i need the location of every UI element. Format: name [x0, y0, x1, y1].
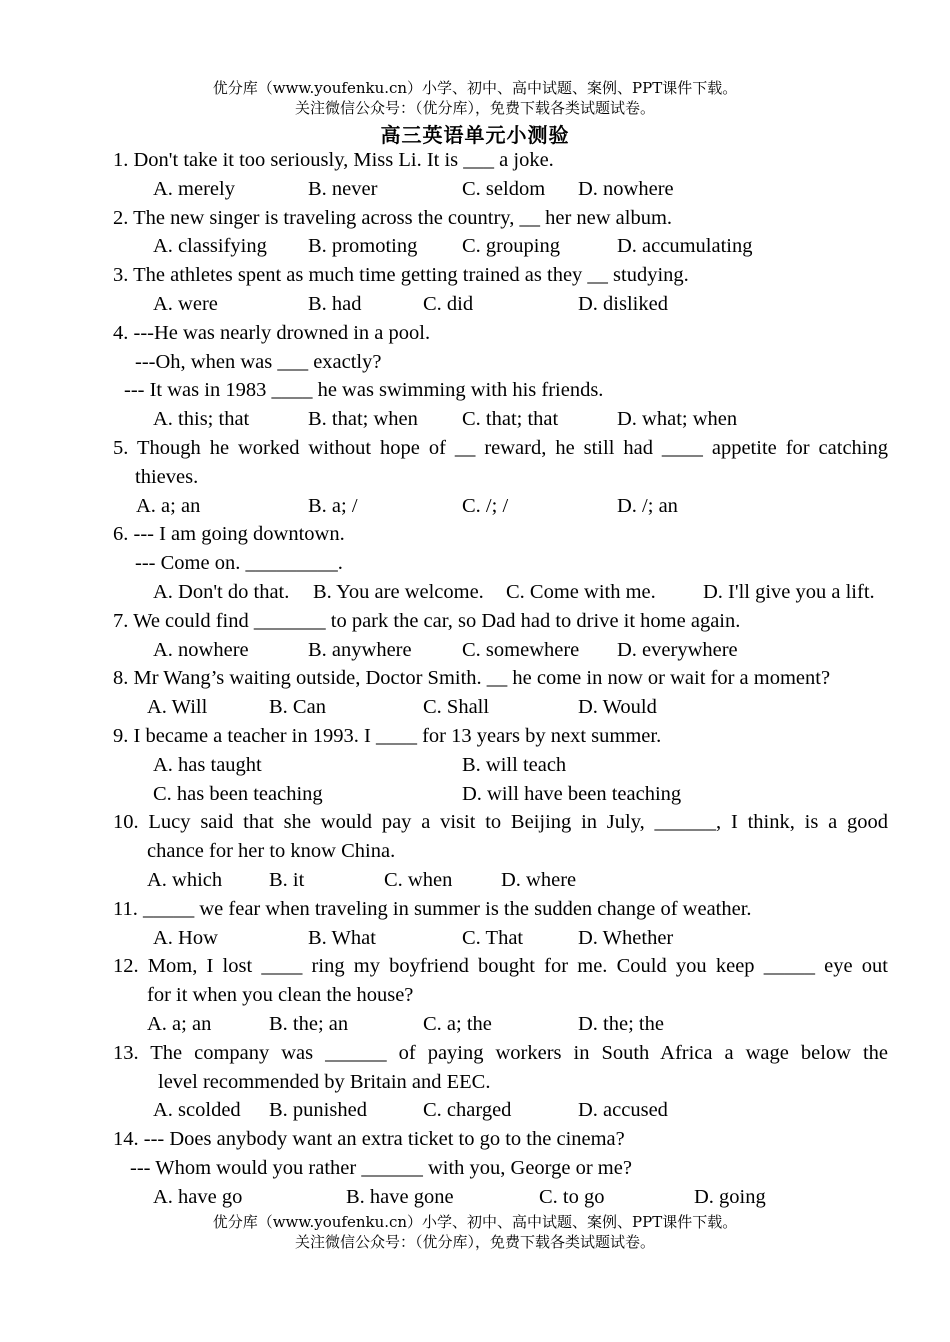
footer-line-1: 优分库（www.youfenku.cn）小学、初中、高中试题、案例、PPT课件下载。 [212, 1213, 738, 1231]
footer-line-2: 关注微信公众号：（优分库），免费下载各类试题试卷。 [294, 1233, 655, 1251]
question-11-stem-line: 11. _____ we fear when traveling in summer is the sudden change of weather. [113, 897, 752, 920]
question-8-option-b: B. Can [269, 696, 326, 719]
question-3-option-c: C. did [423, 292, 474, 315]
question-6-option-c: C. Come with me. [506, 580, 656, 603]
question-13-stem-line: 13. The company was ______ of paying workers in South Africa a wage below the [113, 1041, 888, 1064]
question-8-stem-line: 8. Mr Wang’s waiting outside, Doctor Smith. __ he come in now or wait for a moment? [113, 667, 831, 690]
question-10-options [113, 866, 888, 895]
question-13-option-a: A. scolded [153, 1099, 241, 1122]
question-10-option-d: D. where [501, 868, 577, 891]
question-1-stem-line: 1. Don't take it too seriously, Miss Li. It is ___ a joke. [113, 149, 554, 171]
question-13-option-c: C. charged [423, 1099, 512, 1122]
question-14-stem-line: 14. --- Does anybody want an extra ticket to go to the cinema? [113, 1128, 625, 1151]
header-line-1: 优分库（www.youfenku.cn）小学、初中、高中试题、案例、PPT课件下载。 [212, 79, 738, 97]
question-6-stem-line: 6. --- I am going downtown. [113, 523, 345, 546]
question-5-option-a: A. a; an [136, 494, 201, 517]
question-9-option-a: A. has taught [153, 753, 262, 776]
question-12-option-a: A. a; an [147, 1012, 212, 1035]
question-2-option-d: D. accumulating [617, 235, 753, 258]
question-7-option-b: B. anywhere [308, 638, 412, 661]
question-1-option-b: B. never [308, 177, 378, 200]
question-7-stem-line: 7. We could find _______ to park the car, so Dad had to drive it home again. [113, 609, 741, 632]
question-12-option-d: D. the; the [578, 1012, 664, 1035]
question-14-option-a: A. have go [153, 1185, 243, 1208]
question-14-option-b: B. have gone [346, 1185, 454, 1208]
question-7-option-a: A. nowhere [153, 638, 249, 661]
question-12-options [113, 1010, 888, 1039]
question-5-option-c: C. /; / [462, 494, 509, 517]
question-4-option-c: C. that; that [462, 408, 559, 431]
question-9-options [113, 751, 888, 780]
question-10-option-a: A. which [147, 868, 223, 891]
question-1-option-a: A. merely [153, 177, 235, 200]
question-7-option-d: D. everywhere [617, 638, 738, 661]
question-13-options [113, 1096, 888, 1125]
question-5-option-d: D. /; an [617, 494, 678, 517]
question-5-stem-line: 5. Though he worked without hope of __ reward, he still had ____ appetite for catching [113, 436, 888, 459]
question-4-option-d: D. what; when [617, 408, 738, 431]
question-9-options [113, 780, 888, 809]
question-3-option-a: A. were [153, 292, 218, 315]
question-13-option-b: B. punished [269, 1099, 367, 1122]
question-5-options [113, 492, 888, 521]
question-6-option-a: A. Don't do that. [153, 580, 290, 603]
question-2-stem-line: 2. The new singer is traveling across the country, __ her new album. [113, 206, 673, 229]
question-4-options [113, 405, 888, 434]
question-12-option-b: B. the; an [269, 1012, 349, 1035]
page-title: 高三英语单元小测验 [380, 123, 570, 147]
question-10-option-b: B. it [269, 868, 305, 891]
question-1-options [113, 175, 888, 204]
question-11-option-b: B. What [308, 926, 376, 949]
question-8-options [113, 693, 888, 722]
question-6-option-b: B. You are welcome. [313, 580, 484, 603]
question-9-option-b: B. will teach [462, 753, 567, 776]
question-3-options [113, 290, 888, 319]
question-7-option-c: C. somewhere [462, 638, 580, 661]
question-2-option-b: B. promoting [308, 235, 418, 258]
question-5-stem-line: thieves. [135, 465, 199, 488]
question-10-option-c: C. when [384, 868, 453, 891]
question-4-stem-line: --- It was in 1983 ____ he was swimming with his friends. [124, 379, 604, 402]
question-4-option-a: A. this; that [153, 408, 250, 431]
question-8-option-d: D. Would [578, 696, 657, 719]
question-5-option-b: B. a; / [308, 494, 358, 517]
question-12-option-c: C. a; the [423, 1012, 492, 1035]
question-11-option-a: A. How [153, 926, 218, 949]
question-12-stem-line: 12. Mom, I lost ____ ring my boyfriend bought for me. Could you keep _____ eye out [113, 955, 888, 978]
question-10-stem-line: chance for her to know China. [147, 840, 396, 863]
question-1-option-d: D. nowhere [578, 177, 674, 200]
question-14-option-d: D. going [694, 1185, 766, 1208]
question-6-option-d: D. I'll give you a lift. [703, 580, 875, 603]
question-11-options [113, 924, 888, 953]
page-footer [0, 1212, 950, 1252]
question-13-stem-line: level recommended by Britain and EEC. [158, 1070, 491, 1093]
question-9-stem-line: 9. I became a teacher in 1993. I ____ for 13 years by next summer. [113, 724, 662, 747]
question-3-stem-line: 3. The athletes spent as much time getting trained as they __ studying. [113, 264, 689, 287]
question-13-option-d: D. accused [578, 1099, 668, 1122]
question-3-option-b: B. had [308, 292, 362, 315]
question-2-option-a: A. classifying [153, 235, 267, 258]
question-14-option-c: C. to go [539, 1185, 605, 1208]
question-1-option-c: C. seldom [462, 177, 546, 200]
question-3-option-d: D. disliked [578, 292, 668, 315]
question-8-option-c: C. Shall [423, 696, 490, 719]
question-8-option-a: A. Will [147, 696, 208, 719]
question-9-option-d: D. will have been teaching [462, 782, 682, 805]
question-12-stem-line: for it when you clean the house? [147, 984, 414, 1007]
question-list [113, 146, 888, 1211]
question-6-options [113, 578, 888, 607]
header-line-2: 关注微信公众号：（优分库），免费下载各类试题试卷。 [294, 99, 655, 117]
question-9-option-c: C. has been teaching [153, 782, 323, 805]
question-11-option-d: D. Whether [578, 926, 674, 949]
question-14-stem-line: --- Whom would you rather ______ with you, George or me? [130, 1156, 632, 1179]
question-14-options [113, 1183, 888, 1212]
question-4-stem-line: 4. ---He was nearly drowned in a pool. [113, 321, 431, 344]
question-10-stem-line: 10. Lucy said that she would pay a visit to Beijing in July, ______, I think, is a good [113, 811, 888, 834]
question-2-option-c: C. grouping [462, 235, 560, 258]
page-header [0, 78, 950, 118]
question-2-options [113, 232, 888, 261]
question-11-option-c: C. That [462, 926, 524, 949]
question-4-option-b: B. that; when [308, 408, 418, 431]
question-4-stem-line: ---Oh, when was ___ exactly? [135, 350, 382, 373]
question-6-stem-line: --- Come on. _________. [135, 552, 343, 575]
question-7-options [113, 636, 888, 665]
